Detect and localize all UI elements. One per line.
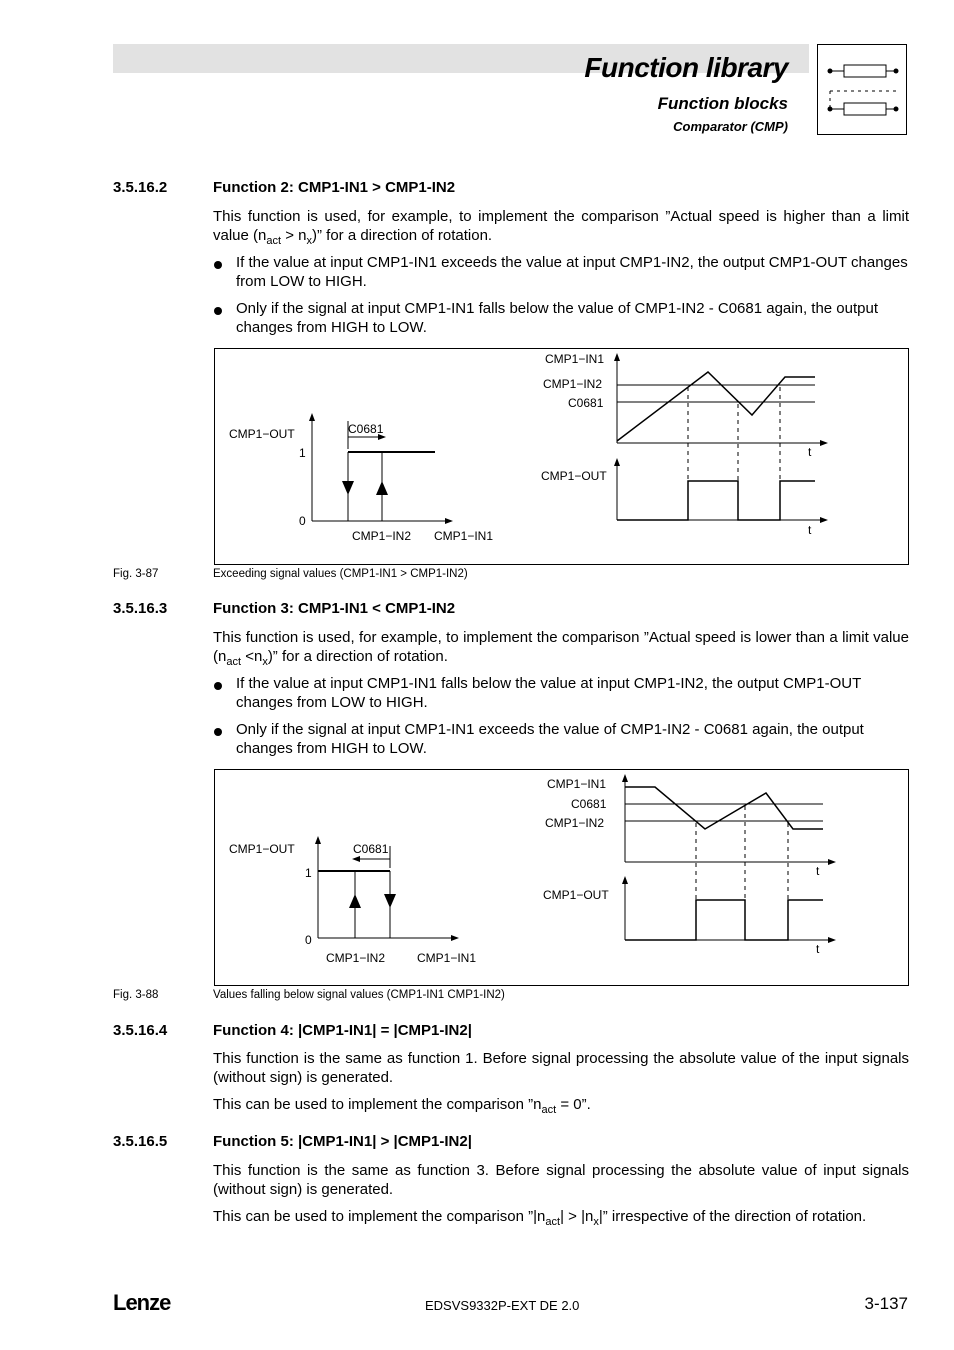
paragraph-text: | > |n [560,1208,594,1225]
hyst-one-label: 1 [299,446,306,460]
time-t-label: t [808,445,812,459]
bullet-item: If the value at input CMP1-IN1 falls below the value at input CMP1-IN2, the output CMP1-OUT changes from LOW to HIGH. [236,675,862,711]
bullet-icon [214,307,222,315]
paragraph [213,1208,909,1232]
hyst-one-label: 1 [305,866,312,880]
down-arrow-icon [384,894,396,908]
hyst-out-label: CMP1−OUT [229,427,295,441]
hyst-zero-label: 0 [305,933,312,947]
bullet-icon [214,728,222,736]
hyst-in2-label: CMP1−IN2 [326,951,386,965]
hyst-in1-label: CMP1−IN1 [434,529,494,543]
section-number: 3.5.16.5 [113,1133,168,1150]
paragraph [213,1096,909,1120]
out-signal [625,900,823,940]
figure-caption: Exceeding signal values (CMP1-IN1 > CMP1-IN2) [213,568,468,580]
paragraph-text: |” irrespective of the direction of rotation. [598,1208,867,1225]
hyst-c-label: C0681 [353,842,389,856]
function-blocks-icon [817,44,907,135]
hyst-in2-label: CMP1−IN2 [352,529,412,543]
time-t-label: t [816,942,820,956]
figure-caption: Values falling below signal values (CMP1-IN1 CMP1-IN2) [213,989,505,1001]
figure-exceeding [214,348,909,565]
in1-signal [617,372,815,441]
bullet-item: Only if the signal at input CMP1-IN1 falls below the value of CMP1-IN2 - C0681 again, the output changes from HIGH to LOW. [236,300,879,336]
intro-text: > n [281,226,307,244]
section-number: 3.5.16.4 [113,1022,168,1039]
hyst-zero-label: 0 [299,514,306,528]
page-number: 3-137 [864,1294,908,1313]
section-intro [213,208,909,250]
time-in2-label: CMP1−IN2 [543,377,603,391]
bullet-icon [214,261,222,269]
paragraph: This function is the same as function 3. Before signal processing the absolute value of input signals (without sign) is generated. [213,1162,909,1198]
figure-falling-below [214,769,909,986]
up-arrow-icon [349,894,361,908]
time-in2-label: CMP1−IN2 [545,816,605,830]
page-subtitle: Function blocks [657,94,788,113]
paragraph-subscript: act [541,1104,557,1116]
lenze-logo: Lenze [113,1290,171,1315]
section-title: Function 4: |CMP1-IN1| = |CMP1-IN2| [213,1022,472,1039]
paragraph-subscript: act [545,1216,561,1228]
time-out-label: CMP1−OUT [543,888,609,902]
time-t-label: t [816,864,820,878]
intro-text: This function is used, for example, to implement the comparison ”Actual speed is higher than a limit value (n [213,208,909,244]
hyst-in1-label: CMP1−IN1 [417,951,477,965]
section-title: Function 2: CMP1-IN1 > CMP1-IN2 [213,179,456,196]
section-title: Function 3: CMP1-IN1 < CMP1-IN2 [213,600,456,617]
time-out-label: CMP1−OUT [541,469,607,483]
intro-subscript: x [306,234,312,247]
intro-text: )” for a direction of rotation. [312,226,493,244]
section-number: 3.5.16.3 [113,600,168,617]
down-arrow-icon [342,481,354,495]
section-title: Function 5: |CMP1-IN1| > |CMP1-IN2| [213,1133,472,1150]
intro-subscript: act [266,234,282,247]
intro-subscript: act [226,655,242,668]
time-t-label: t [808,523,812,537]
in1-signal [625,787,823,829]
paragraph-text: = 0”. [556,1096,591,1113]
figure-label: Fig. 3-88 [113,989,159,1001]
intro-subscript: x [262,655,268,668]
document-id: EDSVS9332P-EXT DE 2.0 [425,1298,580,1313]
page-title: Function library [584,52,788,83]
intro-text: <n [241,647,263,665]
time-in1-label: CMP1−IN1 [545,352,605,366]
section-number: 3.5.16.2 [113,179,168,196]
page-section-name: Comparator (CMP) [673,119,788,134]
time-c-label: C0681 [568,396,604,410]
bullet-icon [214,682,222,690]
intro-text: )” for a direction of rotation. [267,647,448,665]
paragraph: This function is the same as function 1. Before signal processing the absolute value of the input signals (without sign) is generated. [213,1050,909,1086]
time-in1-label: CMP1−IN1 [547,777,607,791]
time-c-label: C0681 [571,797,607,811]
up-arrow-icon [376,481,388,495]
intro-text: This function is used, for example, to implement the comparison ”Actual speed is lower than a limit value (n [213,629,909,665]
bullet-item: If the value at input CMP1-IN1 exceeds the value at input CMP1-IN2, the output CMP1-OUT changes from LOW to HIGH. [236,254,908,290]
paragraph-text: This can be used to implement the comparison ”|n [213,1208,546,1225]
section-intro [213,629,909,671]
paragraph-subscript: x [593,1216,599,1228]
paragraph-text: This can be used to implement the comparison ”n [213,1096,542,1113]
figure-label: Fig. 3-87 [113,568,159,580]
hyst-out-label: CMP1−OUT [229,842,295,856]
bullet-item: Only if the signal at input CMP1-IN1 exceeds the value of CMP1-IN2 - C0681 again, the output changes from HIGH to LOW. [236,721,864,757]
out-signal [617,481,815,520]
hyst-c-label: C0681 [348,422,384,436]
